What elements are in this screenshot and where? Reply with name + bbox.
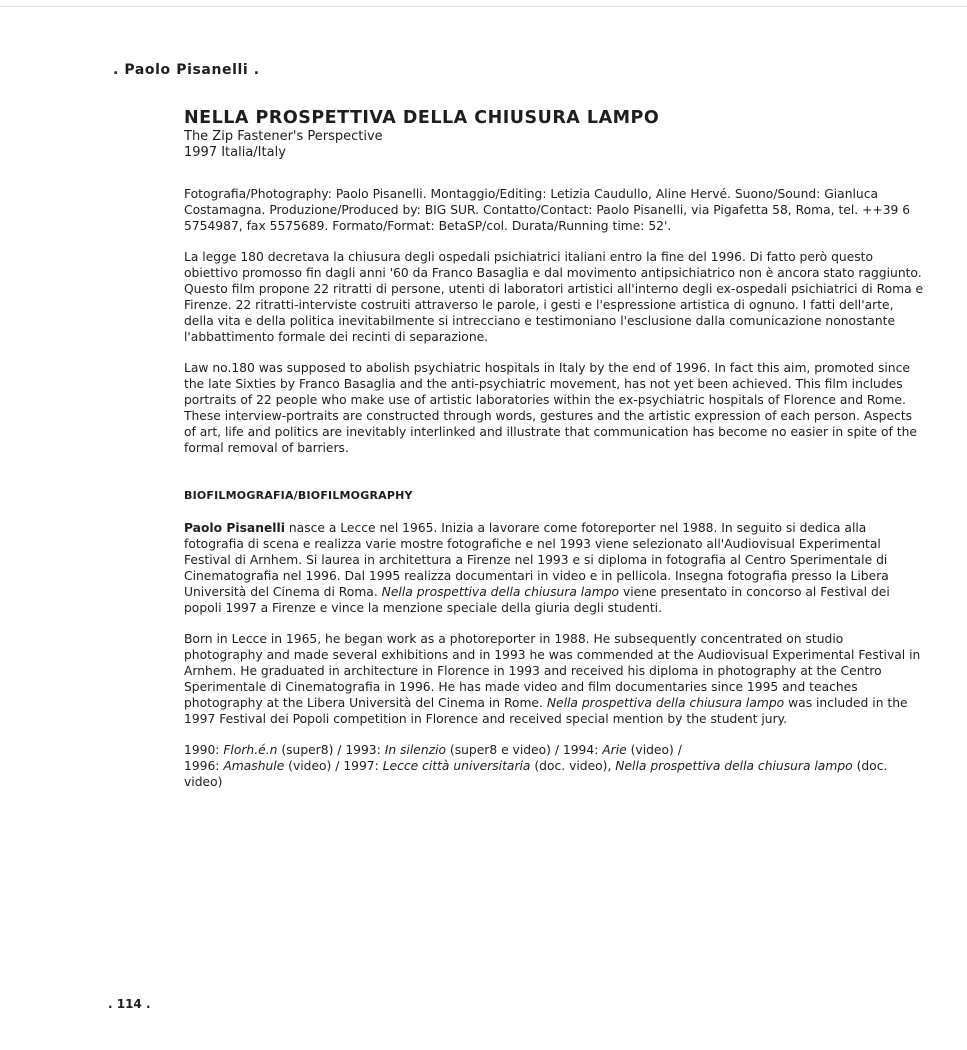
filmography-title: Arie [602, 743, 627, 757]
film-year: 1997 Italia/Italy [184, 145, 286, 160]
film-entry [184, 107, 924, 790]
bio-italian-text-1: nasce a Lecce nel 1965. Inizia a lavorare come fotoreporter nel 1988. In seguito si dedica alla fotografia di scena e realizza varie mostre fotografiche e nel 1993 viene selezionato all'Audiovisual Experimental Festival di Arnhem. Si laurea in architettura a Firenze nel 1993 e si diploma in fotografia al Centro Sperimentale di Cinematografia nel 1996. Dal 1995 realizza documentari in video e in pellicola. Insegna fotografia presso la Libera Università del Cinema di Roma. [184, 521, 889, 599]
filmography-format: (doc. video) [184, 759, 888, 789]
filmography-year: 1997: [343, 759, 383, 773]
film-subtitle: The Zip Fastener's Perspective [184, 129, 383, 144]
filmography-format: (video) / [626, 743, 682, 757]
filmography-title: Florh.é.n [223, 743, 278, 757]
credits: Fotografia/Photography: Paolo Pisanelli. Montaggio/Editing: Letizia Caudullo, Aline Hervé. Suono/Sound: Gianluca Costamagna. Produzione/Produced by: BIG SUR. Contatto/Contact: Paolo Pisanelli, via Pigafetta 58, Roma, tel. ++39 6 5754987, fax 5575689. Formato/Format: BetaSP/col. Durata/Running time: 52'. [184, 187, 911, 233]
bio-english-film-title: Nella prospettiva della chiusura lampo [546, 696, 785, 710]
filmography [184, 742, 924, 790]
page-number: . 114 . [108, 997, 151, 1011]
bio-english-text-2: was included in the 1997 Festival dei Popoli competition in Florence and received special mention by the student jury. [184, 696, 908, 726]
synopsis-english: Law no.180 was supposed to abolish psychiatric hospitals in Italy by the end of 1996. In fact this aim, promoted since the late Sixties by Franco Basaglia and the anti-psychiatric movement, has not yet been achieved. This film includes portraits of 22 people who make use of artistic laboratories within the ex-psychiatric hospitals of Florence and Rome. These interview-portraits are constructed through words, gestures and the artistic expression of each person. Aspects of art, life and politics are inevitably interlinked and illustrate that communication has become no easier in spite of the formal removal of barriers. [184, 361, 917, 455]
bio-italian [184, 520, 924, 616]
filmography-format: (doc. video), [530, 759, 616, 773]
bio-english [184, 631, 924, 727]
film-title: NELLA PROSPETTIVA DELLA CHIUSURA LAMPO [184, 108, 660, 128]
filmography-format: (super8) / [277, 743, 346, 757]
filmography-line-2 [184, 758, 924, 790]
filmography-title: Amashule [223, 759, 285, 773]
synopsis-italian: La legge 180 decretava la chiusura degli ospedali psichiatrici italiani entro la fine del 1996. Di fatto però questo obiettivo promosso fin dagli anni '60 da Franco Basaglia e dal movimento antipsichiatrico non è ancora stato raggiunto. Questo film propone 22 ritratti di persone, utenti di laboratori artistici all'interno degli ex-ospedali psichiatrici di Roma e Firenze. 22 ritratti-interviste costruiti attraverso le parole, i gesti e l'espressione artistica di ognuno. I fatti dell'arte, della vita e della politica inevitabilmente si intrecciano e testimoniano l'esclusione dalla comunicazione nonostante l'abbattimento formale dei recinti di separazione. [184, 250, 924, 344]
top-rule [0, 6, 967, 7]
filmography-line-1 [184, 742, 924, 758]
bio-english-text-1: Born in Lecce in 1965, he began work as a photoreporter in 1988. He subsequently concentrated on studio photography and made several exhibitions and in 1993 he was commended at the Audiovisual Experimental Festival in Arnhem. He graduated in architecture in Florence in 1993 and received his diploma in photography at the Centro Sperimentale di Cinematografia in 1996. He has made video and film documentaries since 1995 and teaches photography at the Libera Università del Cinema in Rome. [184, 632, 921, 710]
bio-italian-text-2: viene presentato in concorso al Festival dei popoli 1997 a Firenze e vince la menzione speciale della giuria degli studenti. [184, 585, 890, 615]
filmography-title: Nella prospettiva della chiusura lampo [615, 759, 853, 773]
biofilmography-heading: BIOFILMOGRAFIA/BIOFILMOGRAPHY [184, 489, 413, 502]
bio-italian-film-title: Nella prospettiva della chiusura lampo [381, 585, 620, 599]
filmography-title: Lecce città universitaria [382, 759, 531, 773]
filmography-year: 1990: [184, 743, 224, 757]
filmography-year: 1994: [562, 743, 603, 757]
filmography-year: 1996: [184, 759, 224, 773]
filmography-title: In silenzio [384, 743, 447, 757]
filmography-format: (super8 e video) / [446, 743, 563, 757]
filmography-year: 1993: [345, 743, 385, 757]
filmography-format: (video) / [284, 759, 344, 773]
bio-director-name: Paolo Pisanelli [184, 521, 285, 535]
author-header: . Paolo Pisanelli . [113, 62, 260, 78]
